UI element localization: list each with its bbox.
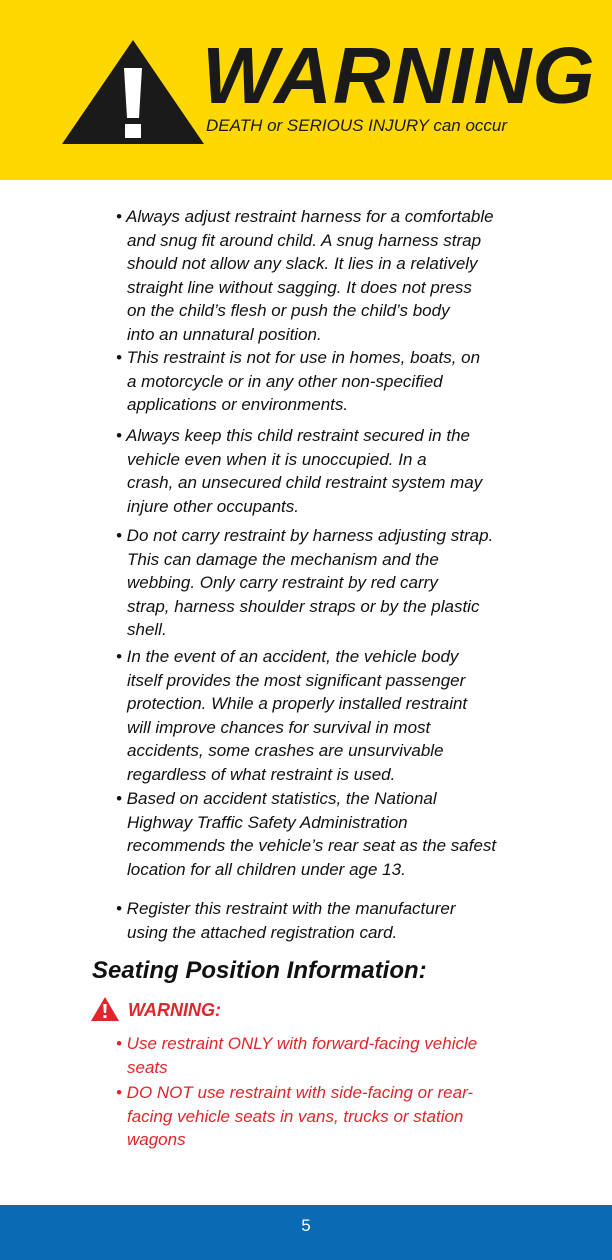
bullet-line: • In the event of an accident, the vehicle body: [116, 647, 459, 666]
bullet-line: • Always keep this child restraint secured in the: [116, 426, 470, 445]
seating-warning-label: WARNING:: [128, 1000, 221, 1020]
bullet-line: and snug fit around child. A snug harness strap: [127, 230, 482, 250]
bullet-line: Highway Traffic Safety Administration: [127, 812, 408, 832]
bullet-line: should not allow any slack. It lies in a relatively: [127, 254, 478, 273]
page-number: 5: [301, 1216, 311, 1235]
bullet-accident-protection: [116, 645, 556, 786]
bullet-keep-secured: [116, 424, 556, 518]
bullet-line: • DO NOT use restraint with side-facing or rear-: [116, 1083, 474, 1102]
bullet-line: crash, an unsecured child restraint system may: [127, 473, 483, 492]
bullet-line: a motorcycle or in any other non-specified: [127, 371, 443, 391]
page-footer: [0, 1205, 612, 1260]
bullet-harness-fit: [116, 205, 556, 346]
bullet-line: • Do not carry restraint by harness adjusting strap.: [116, 526, 494, 545]
bullet-carry-strap: [116, 524, 556, 642]
bullet-line: on the child’s flesh or push the child’s body: [127, 301, 450, 320]
warning-banner: [0, 0, 612, 180]
seating-item-forward-facing: [116, 1032, 556, 1079]
bullet-line: applications or environments.: [127, 395, 349, 414]
bullet-line: webbing. Only carry restraint by red carry: [127, 573, 438, 592]
bullet-line: straight line without sagging. It does not press: [127, 277, 472, 297]
bullet-line: wagons: [127, 1130, 186, 1149]
bullet-line: accidents, some crashes are unsurvivable: [127, 741, 444, 760]
bullet-line: regardless of what restraint is used.: [127, 764, 396, 784]
seating-section-title: Seating Position Information:: [92, 957, 427, 984]
warning-subtitle: DEATH or SERIOUS INJURY can occur: [206, 116, 508, 135]
bullet-line: vehicle even when it is unoccupied. In a: [127, 449, 427, 469]
bullet-line: itself provides the most significant passenger: [127, 670, 466, 690]
bullet-line: This can damage the mechanism and the: [127, 549, 439, 569]
seating-item-side-facing: [116, 1081, 556, 1152]
bullet-not-for-home-use: [116, 346, 556, 417]
bullet-line: into an unnatural position.: [127, 324, 322, 344]
bullet-line: protection. While a properly installed restraint: [127, 694, 468, 713]
bullet-line: seats: [127, 1057, 168, 1077]
bullet-line: • Always adjust restraint harness for a comfortable: [116, 207, 494, 226]
bullet-line: facing vehicle seats in vans, trucks or station: [127, 1106, 464, 1126]
bullet-line: • Based on accident statistics, the National: [116, 789, 437, 808]
bullet-rear-seat: [116, 787, 556, 881]
bullet-line: shell.: [127, 620, 167, 639]
bullet-line: injure other occupants.: [127, 496, 299, 516]
bullet-line: • Register this restraint with the manufacturer: [116, 899, 456, 918]
warning-title: WARNING: [202, 31, 596, 120]
bullet-line: • This restraint is not for use in homes, boats, on: [116, 348, 481, 367]
bullet-line: strap, harness shoulder straps or by the plastic: [127, 596, 480, 616]
bullet-line: recommends the vehicle’s rear seat as the safest: [127, 836, 497, 855]
bullet-line: location for all children under age 13.: [127, 859, 406, 879]
warning-triangle-icon: [60, 38, 206, 146]
small-warning-triangle-icon: [90, 996, 120, 1022]
bullet-line: • Use restraint ONLY with forward-facing vehicle: [116, 1034, 478, 1053]
bullet-line: using the attached registration card.: [127, 922, 398, 942]
bullet-register: [116, 897, 556, 944]
bullet-line: will improve chances for survival in most: [127, 717, 431, 737]
